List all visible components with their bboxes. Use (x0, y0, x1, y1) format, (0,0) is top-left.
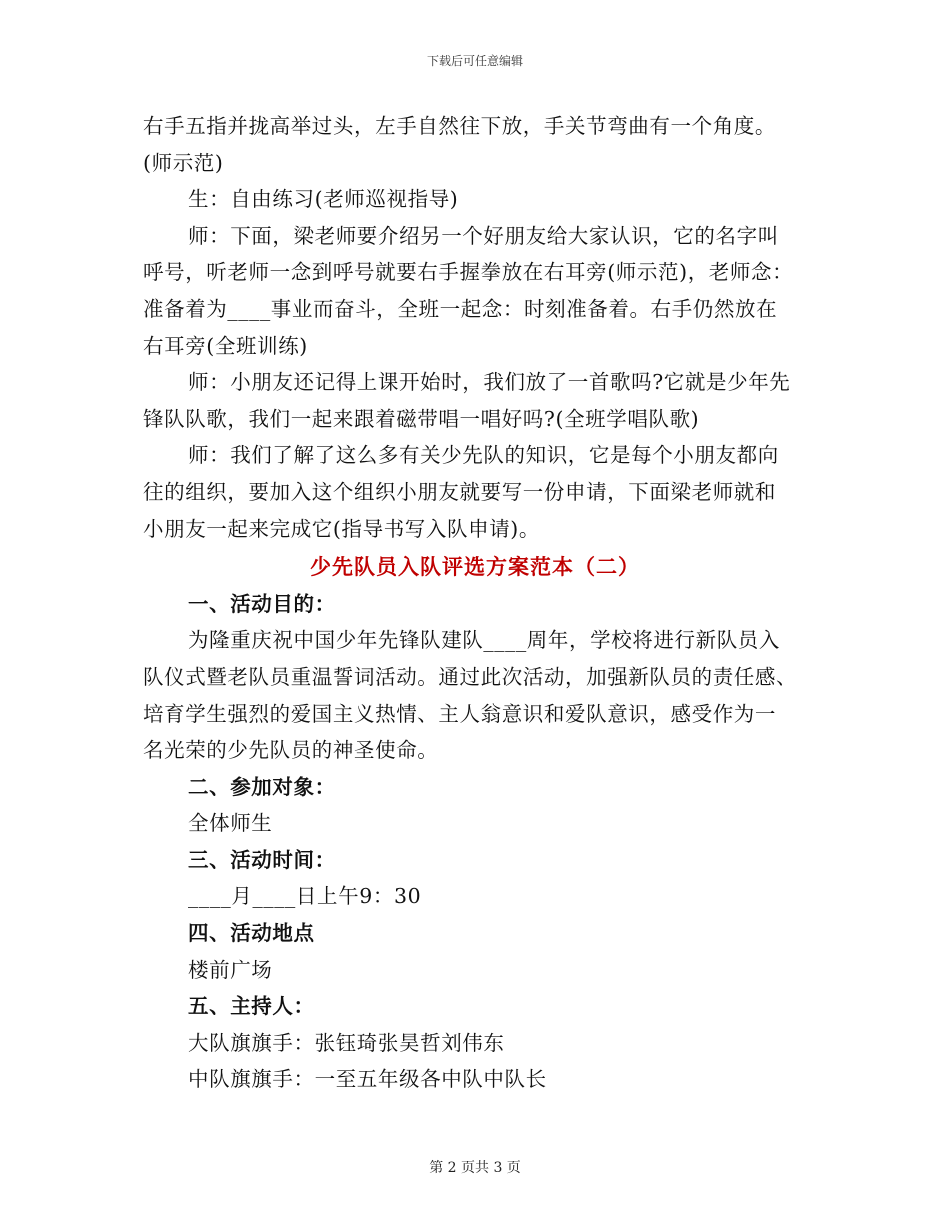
body-line: 师：我们了解了这么多有关少先队的知识，它是每个小朋友都向 (188, 443, 779, 468)
body-line: 准备着为____事业而奋斗，全班一起念：时刻准备着。右手仍然放在 (143, 296, 778, 321)
body-line: 往的组织，要加入这个组织小朋友就要写一份申请，下面梁老师就和 (143, 479, 776, 504)
page-footer: 第 2 页共 3 页 (429, 1160, 521, 1176)
section-line: 队仪式暨老队员重温誓词活动。通过此次活动，加强新队员的责任感、 (143, 664, 798, 689)
section-line: 大队旗旗手：张钰琦张昊哲刘伟东 (188, 1030, 505, 1055)
section-heading: 三、活动时间： (188, 847, 336, 872)
section-line: 全体师生 (188, 811, 273, 836)
section-line: 楼前广场 (188, 957, 273, 982)
section-line: ____月____日上午9：30 (188, 884, 422, 909)
body-line: 师：下面，梁老师要介绍另一个好朋友给大家认识，它的名字叫 (188, 223, 779, 248)
body-line: 小朋友一起来完成它(指导书写入队申请)。 (143, 516, 540, 541)
section-line: 名光荣的少先队员的神圣使命。 (143, 738, 439, 763)
body-line: 右手五指并拢高举过头，左手自然往下放，手关节弯曲有一个角度。 (143, 114, 776, 138)
section-line: 中队旗旗手：一至五年级各中队中队长 (188, 1067, 547, 1092)
section-line: 为隆重庆祝中国少年先锋队建队____周年，学校将进行新队员入 (188, 628, 780, 653)
section-heading: 二、参加对象： (188, 774, 336, 799)
body-line: 生：自由练习(老师巡视指导) (188, 187, 459, 212)
header-note: 下载后可任意编辑 (426, 54, 523, 68)
document-body (143, 108, 807, 1098)
body-line: (师示范) (143, 150, 224, 175)
body-line: 师：小朋友还记得上课开始时，我们放了一首歌吗?它就是少年先 (188, 370, 791, 395)
section-title: 少先队员入队评选方案范本（二） (310, 554, 640, 580)
section-line: 培育学生强烈的爱国主义热情、主人翁意识和爱队意识，感受作为一 (143, 701, 776, 726)
body-line: 呼号，听老师一念到呼号就要右手握拳放在右耳旁(师示范)，老师念： (143, 260, 794, 285)
body-line: 锋队队歌，我们一起来跟着磁带唱一唱好吗?(全班学唱队歌) (143, 406, 700, 431)
section-heading: 四、活动地点 (188, 921, 315, 946)
section-heading: 五、主持人： (188, 994, 315, 1019)
section-heading: 一、活动目的： (188, 591, 336, 616)
body-line: 右耳旁(全班训练) (143, 333, 308, 358)
